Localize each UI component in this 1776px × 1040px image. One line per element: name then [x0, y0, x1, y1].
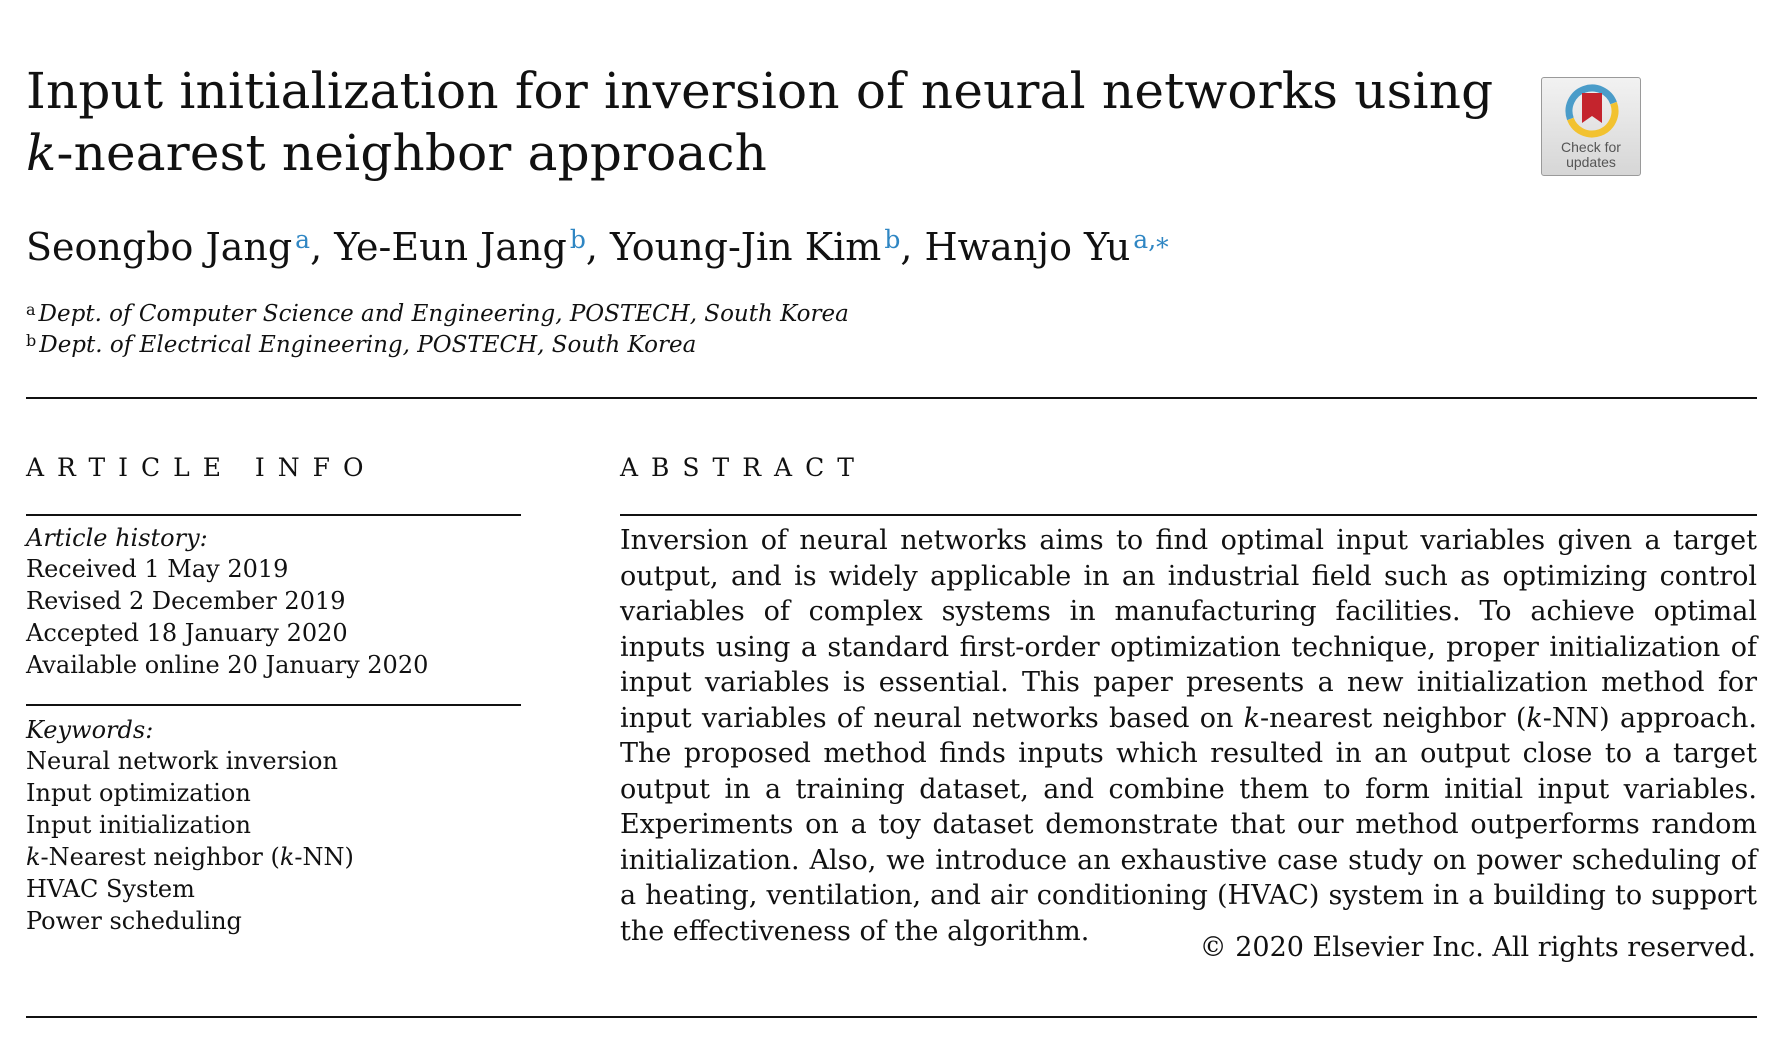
- author-name: Ye-Eun Jang: [334, 225, 567, 269]
- article-history-label: Article history:: [26, 524, 208, 552]
- title-line-1: Input initialization for inversion of neural networks using: [26, 62, 1494, 120]
- article-info-heading: ARTICLE INFO: [26, 453, 377, 482]
- author-name: Young-Jin Kim: [610, 225, 882, 269]
- header-divider: [26, 397, 1757, 399]
- keywords-label: Keywords:: [26, 716, 154, 744]
- abstract-k-variable: k: [1243, 702, 1261, 734]
- check-for-updates-badge[interactable]: [1541, 77, 1641, 176]
- affiliation-text: Dept. of Computer Science and Engineering, POSTECH, South Korea: [38, 301, 849, 327]
- history-revised: Revised 2 December 2019: [26, 587, 346, 615]
- abstract-text: -nearest neighbor (: [1260, 702, 1527, 734]
- keyword-item: Input initialization: [26, 811, 251, 839]
- keyword-text: -Nearest neighbor (: [40, 843, 280, 871]
- author-separator: ,: [310, 225, 335, 269]
- abstract-divider: [620, 514, 1757, 516]
- affiliation-text: Dept. of Electrical Engineering, POSTECH, South Korea: [39, 332, 697, 358]
- copyright-notice: © 2020 Elsevier Inc. All rights reserved.: [1199, 932, 1756, 963]
- author-name: Hwanjo Yu: [924, 225, 1131, 269]
- author-affiliation-link[interactable]: a: [295, 225, 311, 254]
- author-list: [26, 222, 1169, 277]
- history-available-online: Available online 20 January 2020: [26, 651, 429, 679]
- author-affiliation-link[interactable]: a,⁎: [1133, 225, 1169, 254]
- abstract-body: [620, 523, 1757, 949]
- keyword-k-variable: k: [26, 843, 41, 871]
- author-separator: ,: [900, 225, 925, 269]
- affiliation-a: [26, 299, 849, 331]
- keyword-item: HVAC System: [26, 875, 195, 903]
- title-line-2-text: -nearest neighbor approach: [56, 124, 768, 182]
- title-line-2: [26, 122, 1386, 184]
- author-affiliation-link[interactable]: b: [884, 225, 901, 254]
- article-info-divider-mid: [26, 704, 521, 706]
- affiliation-marker: a: [26, 300, 36, 319]
- check-for-updates-icon: [1564, 83, 1620, 139]
- abstract-k-variable: k: [1526, 702, 1543, 734]
- history-received: Received 1 May 2019: [26, 555, 289, 583]
- keyword-item-knn: [26, 841, 354, 873]
- footer-divider: [26, 1016, 1757, 1018]
- affiliation-marker: b: [26, 331, 37, 350]
- badge-text-line-2: updates: [1566, 154, 1616, 170]
- abstract-text: -NN) approach. The proposed method finds inputs which resulted in an output close to a target output in a training dataset, and combine them to form initial input variables. Experiments on a toy dataset demonstrate that our method outperforms random initialization. Also, we introduce an exhaustive case study on power scheduling of a heating, ventilation, and air conditioning (HVAC) system in a building to support the effectiveness of the algorithm.: [620, 702, 1757, 947]
- keyword-text: -NN): [294, 843, 354, 871]
- author-name: Seongbo Jang: [26, 225, 293, 269]
- abstract-text: Inversion of neural networks aims to find optimal input variables given a target output, and is widely applicable in an industrial field such as optimizing control variables of complex systems in manufacturing facilities. To achieve optimal inputs using a standard first-order optimization technique, proper initialization of input variables is essential. This paper presents a new initialization method for input variables of neural networks based on: [620, 525, 1757, 734]
- paper-title: [26, 60, 1494, 184]
- author-affiliation-link[interactable]: b: [569, 225, 586, 254]
- keyword-k-variable: k: [279, 843, 295, 871]
- keyword-item: Input optimization: [26, 779, 251, 807]
- abstract-heading: ABSTRACT: [620, 453, 867, 482]
- article-info-divider-top: [26, 514, 521, 516]
- author-separator: ,: [585, 225, 611, 269]
- keyword-item: Neural network inversion: [26, 747, 338, 775]
- badge-text-line-1: Check for: [1561, 139, 1621, 155]
- history-accepted: Accepted 18 January 2020: [26, 619, 348, 647]
- affiliation-b: [26, 330, 696, 362]
- title-k-variable: k: [26, 124, 57, 182]
- keyword-item: Power scheduling: [26, 907, 242, 935]
